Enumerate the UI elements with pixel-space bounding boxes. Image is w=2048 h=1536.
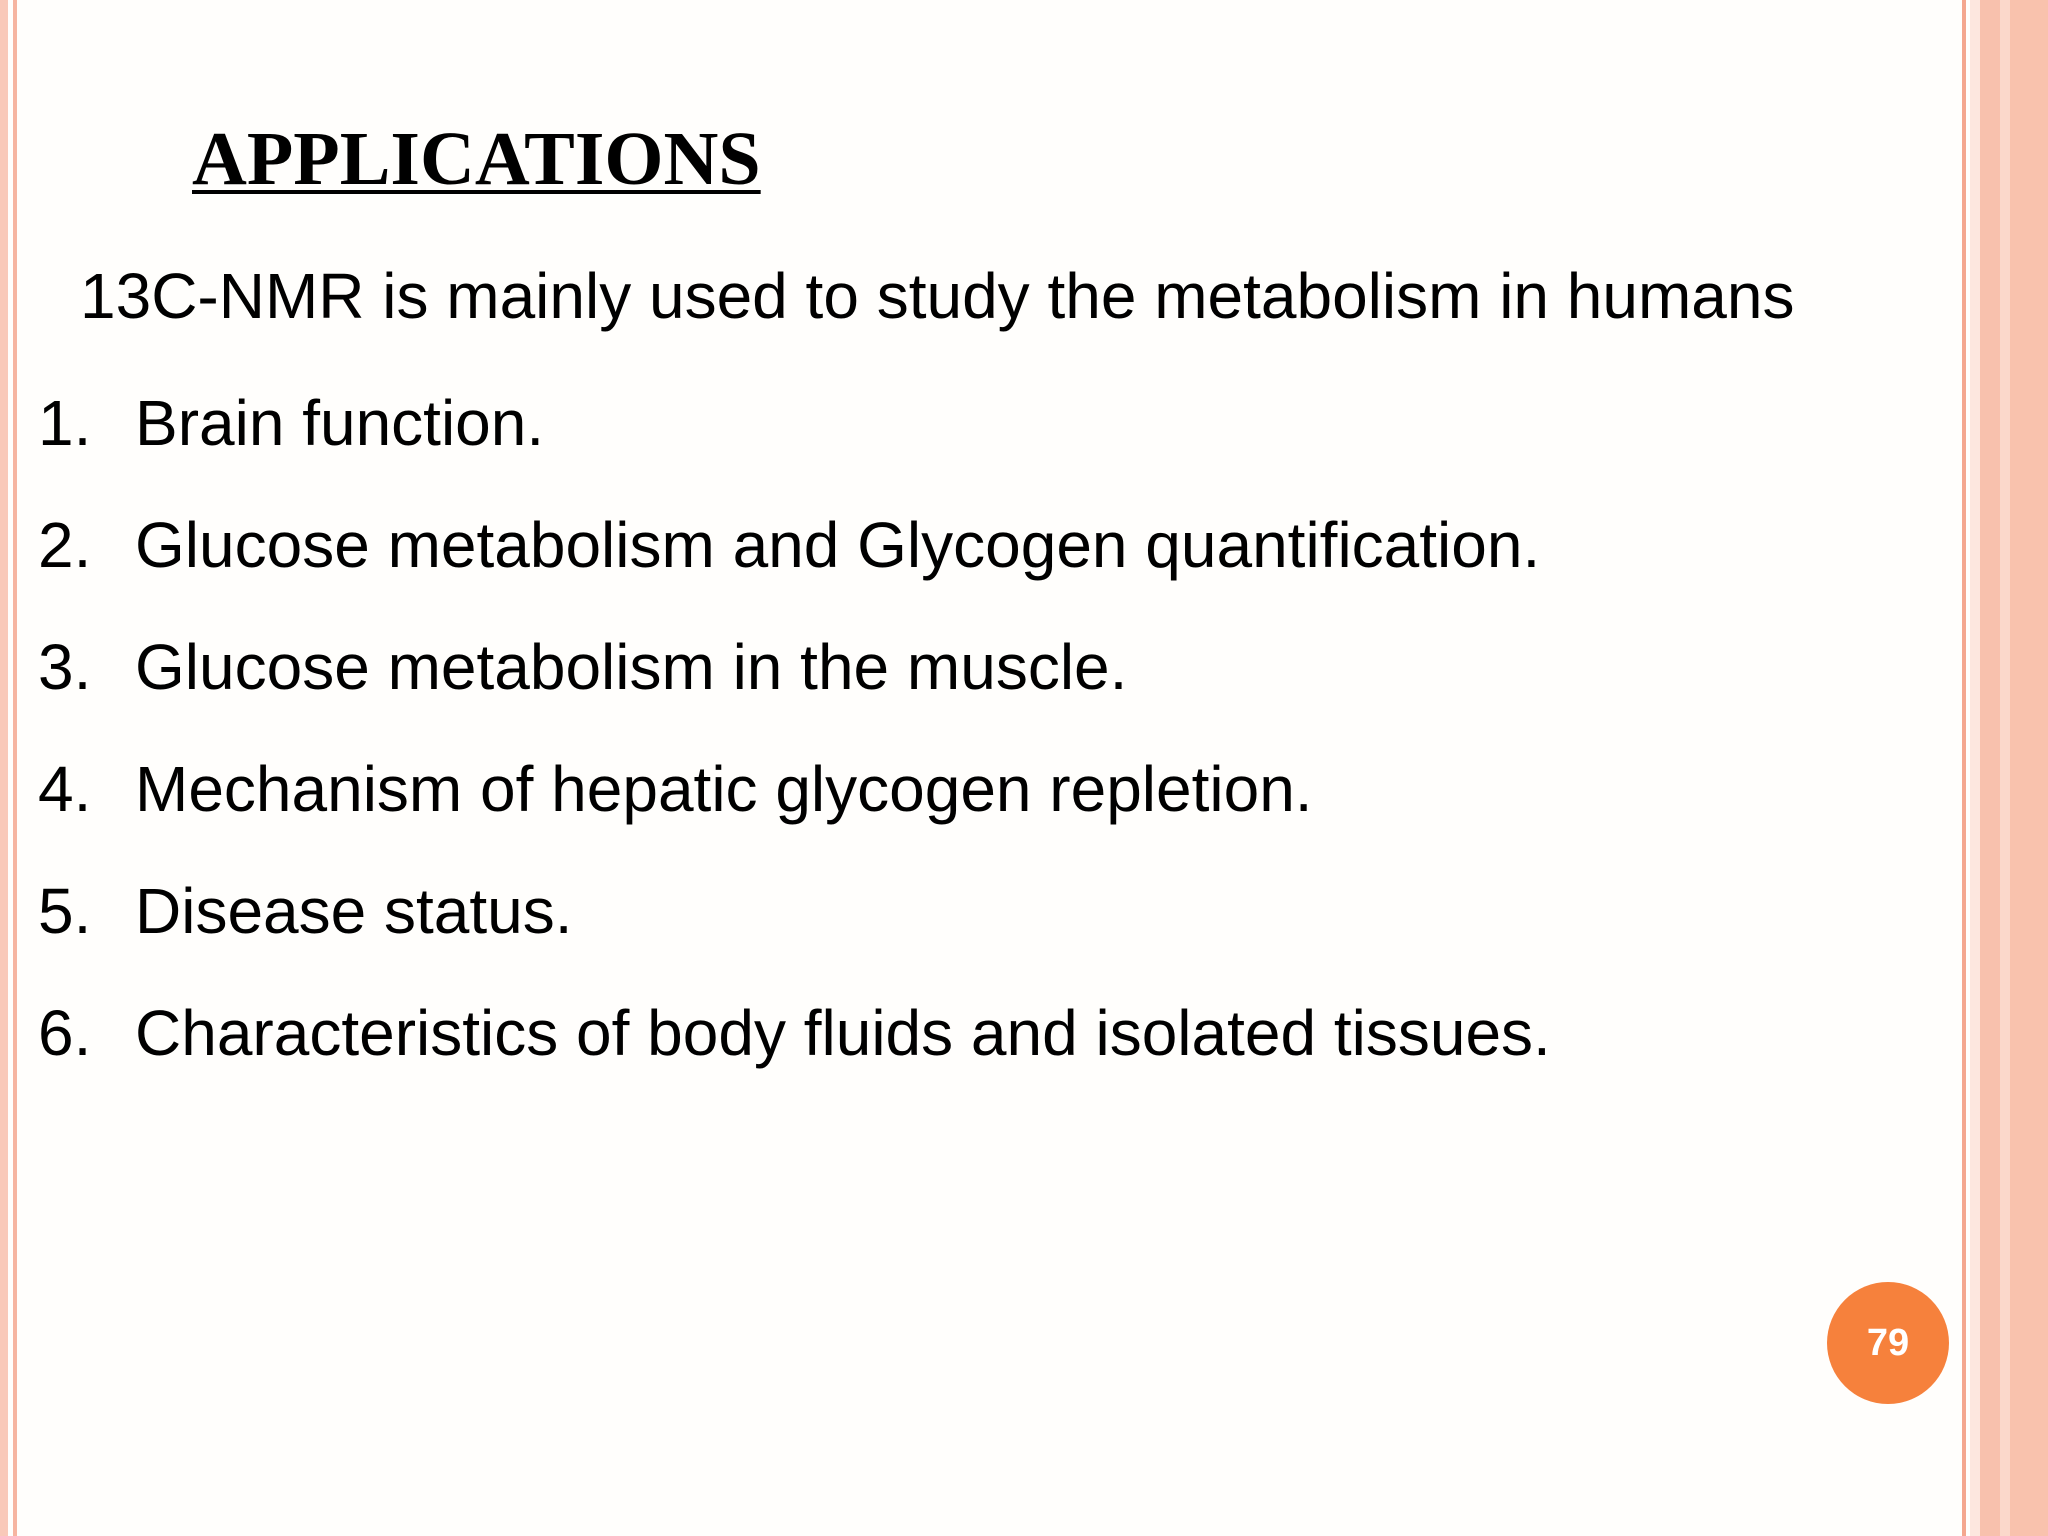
list-item-number: 1. xyxy=(38,387,92,459)
list-item-number: 3. xyxy=(38,631,92,703)
right-border-band xyxy=(2010,0,2048,1536)
right-border-band xyxy=(1980,0,2000,1536)
applications-list xyxy=(38,378,1551,1110)
list-item-number: 4. xyxy=(38,753,92,825)
page-number-badge: 79 xyxy=(1827,1282,1949,1404)
right-border-band xyxy=(1962,0,1966,1536)
slide-title: APPLICATIONS xyxy=(192,117,761,201)
list-item-number: 6. xyxy=(38,997,92,1069)
list-item-text: Mechanism of hepatic glycogen repletion. xyxy=(135,753,1313,825)
list-item-number: 5. xyxy=(38,875,92,947)
list-item xyxy=(38,378,1551,500)
list-item xyxy=(38,988,1551,1110)
right-border-band xyxy=(1970,0,1980,1536)
list-item-text: Glucose metabolism and Glycogen quantification. xyxy=(135,509,1541,581)
left-border-inner xyxy=(13,0,17,1536)
list-item xyxy=(38,744,1551,866)
slide-intro: 13C-NMR is mainly used to study the metabolism in humans xyxy=(80,260,1795,332)
list-item-text: Characteristics of body fluids and isolated tissues. xyxy=(135,997,1551,1069)
list-item-text: Glucose metabolism in the muscle. xyxy=(135,631,1128,703)
list-item-number: 2. xyxy=(38,509,92,581)
list-item xyxy=(38,500,1551,622)
left-border-outer xyxy=(0,0,8,1536)
list-item-text: Disease status. xyxy=(135,875,573,947)
list-item xyxy=(38,622,1551,744)
list-item xyxy=(38,866,1551,988)
right-border-band xyxy=(2000,0,2010,1536)
list-item-text: Brain function. xyxy=(135,387,545,459)
